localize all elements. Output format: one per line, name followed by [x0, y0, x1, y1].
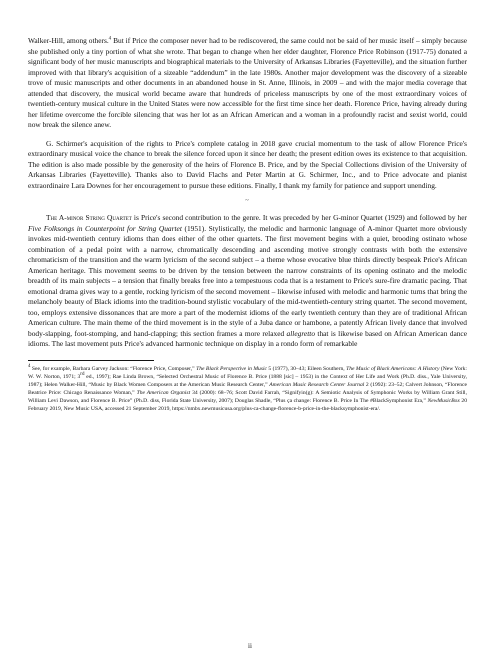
paragraph-3-text-a: is Price's second contribution to the genre. It was preceded by her G-minor Quartet (1929) and followed by her: [131, 213, 467, 222]
footnote-text-3: (New York: W. W. Norton, 1971; 3: [28, 365, 467, 380]
footnote-journal-3: The American Organist: [136, 389, 191, 396]
footnote-text-1: See, for example, Barbara Garvey Jackson: “Florence Price, Composer,”: [30, 365, 197, 372]
section-divider: ~: [245, 198, 250, 204]
footnote-rule: [28, 360, 154, 361]
paragraph-1-text-a: Walker-Hill, among others.: [28, 36, 109, 45]
footnote-4: [28, 365, 467, 414]
paragraph-3-text-b: (1951). Stylistically, the melodic and harmonic language of A-minor Quartet more obviously invokes mid-twentieth century idioms than does either of the other quartets. The first movement begins with a quiet, brooding ostinato whose combination of a pedal point with a narrow, chromatically descending and ascending motive strongly contrasts with both the extensive chromaticism of the transition and the warm lyricism of the second subject – a theme whose evocative blue thirds directly bespeak Price's African American heritage. This movement seems to be driven by the tension between the narrow constraints of its opening ostinato and the melodic breadth of its main subjects – a tension that finally breaks free into a tempestuous coda that is a testament to Price's sure-fire dramatic pacing. That emotional drama gives way to a gentle, rocking lyricism of the second movement – likewise infused with melodic and harmonic turns that bring the melancholy beauty of Black idioms into the tradition-bound stylistic vocabulary of the mid-twentieth-century string quartet. The second movement, too, employs extensive dissonances that are more a part of the modernist idioms of the early twentieth century than they are of traditional African American culture. The main theme of the third movement is in the style of a Juba dance or hambone, a patently African lively dance that involved body-slapping, foot-stomping, and hand-clapping; this section frames a more relaxed: [28, 223, 467, 338]
footnote-journal-1: The Black Perspective in Music: [196, 365, 268, 372]
paragraph-3: [28, 213, 467, 350]
footnote-ordinal: rd: [80, 371, 85, 377]
work-title: Five Folksongs in Counterpoint for String Quartet: [28, 223, 182, 233]
paragraph-3-text-c: that is likewise based on African American dance idioms. The last movement puts Price's advanced harmonic technique on display in a rondo form of remarkable: [28, 328, 467, 348]
footnote-text-6: 34 (2000): 68–76; Scott David Farrah, “Signifyin(g): A Semiotic Analysis of Symphonic Works by William Grant Still, William Levi Dawson, and Florence B. Price” (Ph.D. diss, Florida State University, 2007); Douglas Shadle, “Plus ça change: Florence B. Price In The #BlackSymphonist Era,”: [28, 389, 467, 404]
footnote-book-1: The Music of Black Americans: A History: [346, 365, 440, 372]
paragraph-2: G. Schirmer's acquisition of the rights to Price's complete catalog in 2018 gave crucial momentum to the task of allow Florence Price's extraordinary musical voice the chance to break the silence forced upon it since her death; the present edition owes its existence to that acquisition. The edition is also made possible by the generosity of the heirs of Florence B. Price, and by the Special Collections division of the University of Arkansas Libraries (Fayetteville). Thanks also to David Flachs and Peter Martin at G. Schirmer, Inc., and to Price advocate and pianist extraordinaire Lara Downes for her encouragement to pursue these editions. Finally, I thank my family for patience and support unending.: [28, 138, 467, 190]
footnote-text-4: ed., 1997); Rae Linda Brown, “Selected Orchestral Music of Florence B. Price (1888 [sic] – 1953) in the Context of Her Life and Work (Ph.D. diss., Yale University, 1987); Helen Walker-Hill, “Music by Black Women Composers at the American Music Research Center,”: [28, 373, 467, 388]
document-page: [28, 36, 467, 413]
footnote-reference[interactable]: 4: [108, 36, 112, 42]
paragraph-1-text-b: But if Price the composer never had to be rediscovered, the same could not be said of her music itself – simply because she published only a tiny portion of what she wrote. That began to change when her elder daughter, Florence Price Robinson (1917-75) donated a significant body of her music manuscripts and biographical materials to the University of Arkansas Libraries (Fayetteville), and the situation further improved with that library's acquisition of a sizeable “addendum” in the late 1980s. Another major development was the discovery of a sizeable trove of music manuscripts and other documents in an abandoned house in St. Anne, Illinois, in 2009 – and with the major media coverage that attended that discovery, the musical world became aware that hundreds of priceless manuscripts by one of the most extraordinary voices of twentieth-century musical culture in the United States were now accessible for the first time since her death. Florence Price, having already during her lifetime overcome the forcible silencing that was her lot as an African American and a woman in a profoundly racist and sexist world, could now break the silence anew.: [28, 36, 468, 129]
tempo-term: allegretto: [286, 328, 316, 338]
footnote-text-5: 2 (1992): 23–52; Calvert Johnson, “Florence Beatrice Price: Chicago Renaissance Woman,”: [28, 381, 467, 396]
footnote-journal-2: American Music Research Center Journal: [269, 381, 365, 388]
paragraph-1: [28, 36, 467, 131]
quartet-heading-smallcaps: The A-minor String Quartet: [46, 213, 132, 222]
footnote-journal-4: NewMusicBox: [427, 397, 460, 404]
footnote-number: 4: [28, 363, 31, 369]
footnote-text-7-url[interactable]: 20 February 2019, New Music USA, accessed 21 September 2019, https://nmbx.newmusicusa.org/plus-ca-change-florence-b-price-in-the-blacksymphonist-era/.: [28, 397, 467, 412]
page-number: ii: [248, 642, 252, 650]
footnote-text-2: 5 (1977), 30–43; Eileen Southern,: [267, 365, 347, 372]
